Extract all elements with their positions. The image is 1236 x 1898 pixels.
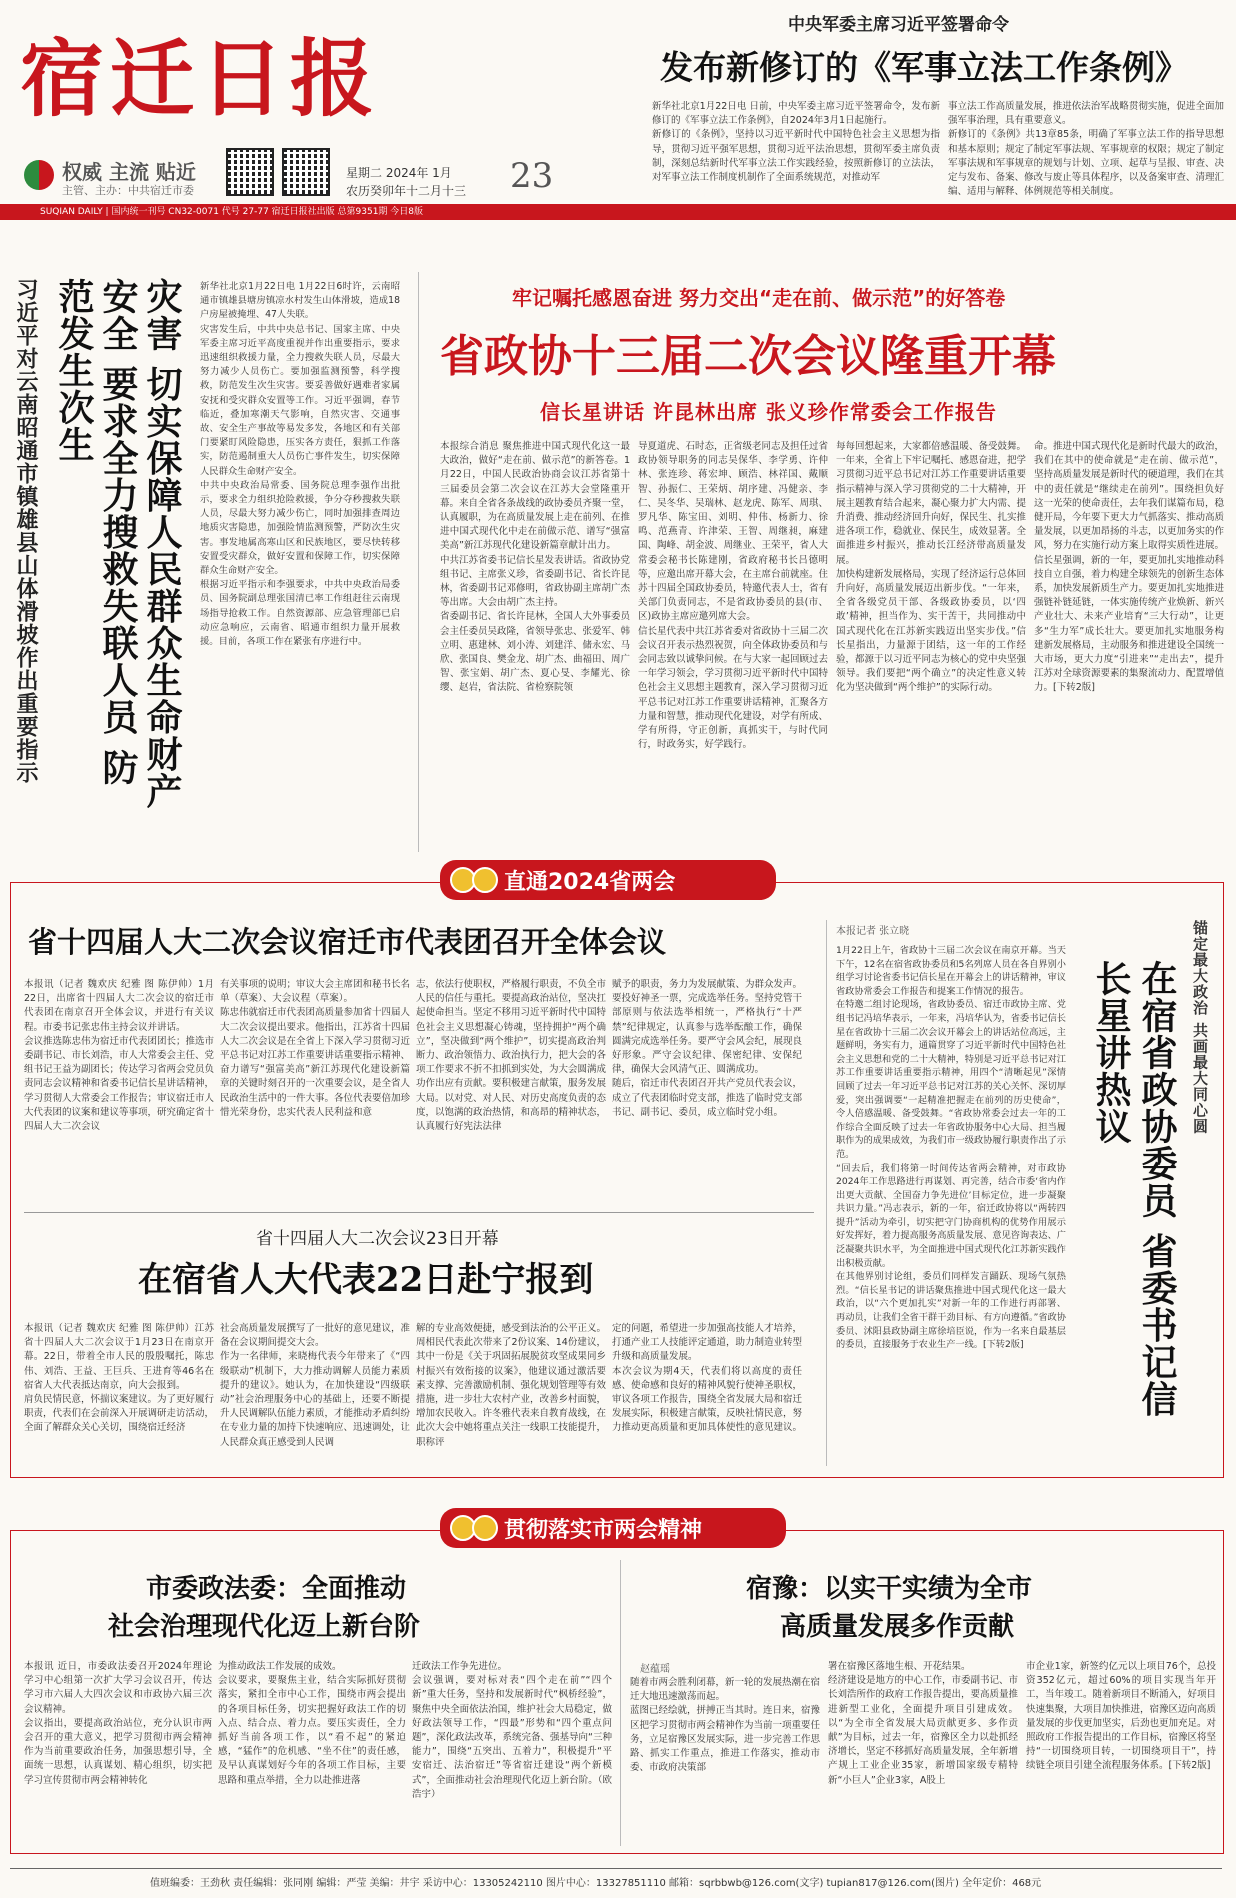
national-emblem-icon [472,867,498,893]
issue-day: 23 [510,156,554,196]
delegation-text-col3: 志，依法行使职权，严格履行职责，不负全市人民的信任与重托。要提高政治站位，坚决扛起使命担当。坚定不移用习近平新时代中国特色社会主义思想凝心铸魂，坚持拥护“两个确立”，坚决做到“两个维护”，切实提高政治判断力、政治领悟力、政治执行力，把大会的各项工作要求不折不扣抓到实处，为大会圆满成功作出应有贡献。要积极建言献策，服务发展大局。以对党、对人民、对历史高度负责的态度，以饱满的政治热情，和高昂的精神状态，认真履行好宪法法律 [416,979,606,1133]
top-story-kicker: 中央军委主席习近平签署命令 [788,15,1009,35]
cppcc-subhead: 信长星讲话 许昆林出席 张义珍作常委会工作报告 [540,400,997,424]
implement-banner [440,1508,786,1548]
cppcc-text-col1: 本报综合消息 聚焦推进中国式现代化这一最大政治，做好“走在前、做示范”的新答卷。1月22日，中国人民政治协商会议江苏省第十三届委员会第二次会议在江苏大会堂隆重开幕。来自全省各条战线的政协委员齐聚一堂，认真履职，为在高质量发展上走在前列、在推进中国式现代化中走在前做示范、谱写“强富美高”新江苏现代化建设新篇章献计出力。 中共江苏省委书记信长星发表讲话。省政协党组书记、主席张义珍，省委副书记、省长许昆林，省委副书记邓修明，省政协副主席胡广杰等出席。大会由胡广杰主持。 省委副书记、省长许昆林，全国人大外事委员会主任委员吴政隆，省领导张忠、张爱军、韩立明、惠建林、刘小涛、刘建洋、储永宏、马欣、张国良、樊金龙、胡广杰、曲福田、周广智、张宝娟、胡广杰、夏心旻、李耀光、徐缨、赵岩，省法院、省检察院领 [440,441,630,694]
law-committee-headline-line2: 社会治理现代化迈上新台阶 [108,1612,421,1642]
implement-banner-label: 贯彻落实市两会精神 [504,1517,703,1543]
top-story-text-col2: 事立法工作高质量发展，推进依法治军战略贯彻实施，促进全面加强军事治理，具有重要意义。 新修订的《条例》共13章85条，明确了军事立法工作的指导思想和基本原则；规定了制定军事法规、军事规章的权限；规定了制定军事法规和军事规章的规划与计划、立项、起草与呈报、审查、决定与发布、备案、修改与废止等具体程序，以及备案审查、清理汇编、适用与解释、体例规范等相关制度。 [948,101,1224,198]
law-committee-headline-line1: 市委政法委：全面推动 [146,1574,407,1604]
column-divider [826,920,827,1466]
left-story-body: 新华社北京1月22日电 1月22日6时许，云南昭通市镇雄县塘房镇凉水村发生山体滑坡，造成18户房屋被掩埋、47人失联。 灾害发生后，中共中央总书记、国家主席、中央军委主席习近平高度重视并作出重要指示，要求迅速组织救援力量，全力搜救失联人员，尽最大努力减少人员伤亡。要加强监测预警，科学搜救，防范发生次生灾害。要妥善做好遇难者家属安抚和受灾群众安置等工作。习近平强调，春节临近，叠加寒潮天气影响，自然灾害、交通事故、安全生产事故等易发多发，各地区和有关部门要紧盯风险隐患，压实各方责任，狠抓工作落实，防范遏制重大人员伤亡事件发生，切实保障人民群众生命财产安全。 中共中央政治局常委、国务院总理李强作出批示，要求全力组织抢险救援，争分夺秒搜救失联人员，尽最大努力减少伤亡，同时加强排查周边地质灾害隐患，加强险情监测预警，严防次生灾害。事发地属高寒山区和民族地区，要尽快转移安置受灾群众，做好安置和保障工作，切实保障群众生命财产安全。 根据习近平指示和李强要求，中共中央政治局委员、国务院副总理张国清已率工作组赶往云南现场指导抢救工作。自然资源部、应急管理部已启动应急响应，云南省、昭通市组织力量开展救援。目前，各项工作在紧张有序进行中。 [200,281,400,648]
masthead-sponsor: 主管、主办：中共宿迁市委 [62,184,194,197]
cppcc-kicker: 牢记嘱托感恩奋进 努力交出“走在前、做示范”的好答卷 [512,286,1006,310]
deputies-text-col2: 社会高质量发展撰写了一批好的意见建议，准备在会议期间提交大会。 作为一名律师，来晓梅代表今年带来了《“四级联动”机制下，大力推动调解人员能力素质提升的建议》。她认为，在加快建设“四级联动”社会治理服务中心的基础上，还要不断提升人民调解队伍能力素质，才能推动矛盾纠纷在专业力量的加持下快速响应、迅速调处，让人民群众真正感受到人民调 [220,1323,410,1448]
two-sessions-banner [440,860,776,900]
masthead-slogan: 权威 主流 贴近 [62,160,196,184]
delegation-text-col2: 有关事项的说明；审议大会主席团和秘书长名单（草案）、大会议程（草案）。 陈忠伟就宿迁市代表团高质量参加省十四届人大二次会议提出要求。他指出，江苏省十四届人大二次会议是在全省上下深入学习贯彻习近平总书记对江苏工作重要讲话重要指示精神、奋力谱写“强富美高”新江苏现代化建设新篇章的关键时刻召开的一次重要会议，是全省人民政治生活中的一件大事。各位代表要倍加珍惜光荣身份，忠实代表人民利益和意 [220,979,410,1118]
suyu-byline: 赵蕴瑶 [640,1664,670,1675]
top-story-text-col1: 新华社北京1月22日电 日前，中央军委主席习近平签署命令，发布新修订的《军事立法工作条例》，自2024年3月1日起施行。 新修订的《条例》，坚持以习近平新时代中国特色社会主义思想为指导，贯彻习近平强军思想，贯彻习近平法治思想，贯彻军委主席负责制，深刻总结新时代军事立法工作实践经验，按照新修订的立法法，对军事立法工作制度机制作了全面系统规范，对推动军 [652,101,940,184]
cppcc-text-col4: 命。推进中国式现代化是新时代最大的政治，我们在其中的使命就是“走在前、做示范”，坚持高质量发展是新时代的硬道理，我们在其中的责任就是“继续走在前列”。围绕担负好这一光荣的使命责任，去年我们谋篇布局，稳健开局，今年要下更大力气抓落实、推动高质量发展，以更加昂扬的斗志，以更加务实的作风，努力在实施行动方案上取得实质性进展。 信长星强调，新的一年，要更加扎实地推动科技自立自强，着力构建全球领先的创新生态体系，加快发展新质生产力。要更加扎实地推进强链补链延链，一体实施传统产业焕新、新兴产业壮大、未来产业培育“三大行动”，让更多“生力军”成长壮大。要更加扎实地服务构建新发展格局，主动服务和推进建设全国统一大市场，更大力度“引进来”“走出去”，提升江苏对全球资源要素的集聚流动力、配置增值力。[下转2版] [1034,441,1224,694]
delegation-text-col4: 赋予的职责，务力为发展献策、为群众发声。要投好神圣一票，完成选举任务。坚持党管干部原则与依法选举相统一，严格执行“十严禁”纪律规定，认真参与选举酝酿工作，确保圆满完成选举任务。要严守会风会纪，展现良好形象。严守会议纪律、保密纪律、安保纪律，确保大会风清气正、圆满成功。 随后，宿迁市代表团召开共产党员代表会议，成立了代表团临时党支部，推选了临时党支部书记、副书记、委员，成立临时党小组。 [612,979,802,1118]
qr-code-icon [282,148,330,196]
column-divider [418,272,419,852]
suyu-text-col1: 随着市两会胜利闭幕，新一轮的发展热潮在宿迁大地迅速激荡而起。 蓝图已经绘就，拼搏正当其时。连日来，宿豫区把学习贯彻市两会精神作为当前一项重要任务，立足宿豫区发展实际，进一步完善工作思路、抓实工作重点，推进工作落实，推动市委、市政府决策部 [630,1677,820,1774]
column-divider [620,1560,621,1846]
lunar-date: 农历癸卯年十二月十三 [346,184,467,198]
qr-code-icon [226,148,274,196]
two-sessions-banner-label: 直通2024省两会 [504,869,676,895]
masthead-infobar: SUQIAN DAILY | 国内统一刊号 CN32-0071 代号 27-77 宿迁日报社出版 总第9351期 今日8版 [0,204,1236,220]
footer-credits: 值班编委：王劲秋 责任编辑：张同刚 编辑：严莹 美编：井宇 采访中心：13305242110 图片中心：13327851110 邮箱：sqrbbwb@126.com(文字) tupian817@126.com(图片) 全年定价：468元 [150,1878,1042,1889]
national-emblem-icon [472,1515,498,1541]
suyu-text-col2: 署在宿豫区落地生根、开花结果。 经济建设是地方的中心工作，市委副书记、市长刘浩所作的政府工作报告提出，要高质量推进新型工业化，全面提升项目引建成效。以“为全市全省发展大局贡献更多、多作贡献”为目标，过去一年，宿豫区全力以赴抓经济增长，坚定不移抓好高质量发展，全年新增产规上工业企业35家，新增国家级专精特新“小巨人”企业3家，A股上 [828,1661,1018,1786]
logo-mark-icon [24,160,54,190]
left-vertical-kicker: 习近平对云南昭通市镇雄县山体滑坡作出重要指示 [13,278,38,784]
top-story-headline: 发布新修订的《军事立法工作条例》 [660,48,1188,87]
law-committee-text-col2: 为推动政法工作发展的成效。 会议要求，要聚焦主业，结合实际抓好贯彻落实，紧扣全市中心工作，围绕市两会提出的各项目标任务，切实把握好政法工作的切入点、结合点、着力点。要压实责任，全力抓好当前各项工作，以“看不起”的紧迫感，“猛作”的危机感、“坐不住”的责任感，及早认真谋划好今年的各项工作目标，主要思路和重点举措，全力以赴推进落 [218,1661,406,1786]
side-story-kicker: 锚定最大政治 共画最大同心圆 [1191,920,1209,1135]
deputies-kicker: 省十四届人大二次会议23日开幕 [256,1229,499,1249]
deputies-text-col4: 定的问题，希望进一步加强高技能人才培养，打通产业工人技能评定通道，助力制造业转型升级和高质量发展。 本次会议为期4天，代表们将以高度的责任感、使命感和良好的精神风貌行使神圣职权，审议各项工作报告，围绕全省发展大局和宿迁发展实际，积极建言献策，反映社情民意，努力推动更高质量和更加具体使性的意见建议。 [612,1323,802,1434]
law-committee-text-col3: 迁政法工作争先进位。 会议强调，要对标对表“四个走在前”“四个新”重大任务，坚持和发展新时代“枫桥经验”，聚焦中央全面依法治国，维护社会大局稳定，做好政法领导工作，“四最”形势和“四个重点问题”，深化政法改革，系统完备、强基导向“三种能力”，围绕“五突出、五着力”，积极提升“平安宿迁、法治宿迁”等省宿迁建设“两个新模式”，全面推动社会治理现代化迈上新台阶。（欧浩宇） [412,1661,612,1800]
side-story-headline: 在宿省政协委员 省委书记信长星讲热议 [1090,960,1178,1418]
issue-date: 星期二 2024年 1月 [346,166,452,180]
newspaper-logo: 宿迁日报 [20,29,381,128]
delegation-text-col1: 本报讯（记者 魏欢庆 纪雅 图 陈伊帅）1月22日，出席省十四届人大二次会议的宿迁市代表团在南京召开全体会议，并进行有关议程。市委书记张忠伟主持会议并讲话。 会议推选陈忠伟为宿迁市代表团团长；推选市委副书记、市长刘浩，市人大常委会主任、党组书记王益为副团长；传达学习省两会党员负责同志会议精神和省委书记信长星讲话精神，学习贯彻人大常委会工作报告；审议宿迁市人大代表团的议案和建议等事项，研究确定省十四届人大二次会议 [24,979,214,1133]
suyu-headline-line2: 高质量发展多作贡献 [780,1612,1015,1642]
cppcc-headline: 省政协十三届二次会议隆重开幕 [440,331,1056,382]
deputies-text-col1: 本报讯（记者 魏欢庆 纪雅 图 陈伊帅）江苏省十四届人大二次会议于1月23日在南京开幕。22日，带着全市人民的殷殷嘱托，陈忠伟、刘浩、王益、王巨兵、王进育等46名在宿省人大代表抵达南京，向大会报到。 肩负民情民意，怀揣议案建议。为了更好履行职责，代表们在会前深入开展调研走访活动，全面了解群众关心关切，围绕宿迁经济 [24,1323,214,1434]
suyu-headline-line1: 宿豫：以实干实绩为全市 [746,1574,1033,1604]
suyu-text-col3: 市企业1家，新签约亿元以上项目76个，总投资352亿元，超过60%的项目实现当年开工，当年竣工。随着新项目不断涌入，好项目快速集聚，大项目加快推进，宿豫区迈向高质量发展的步伐更加坚实，后劲也更加充足。对照政府工作报告提出的工作目标，宿豫区将坚持“一切围绕项目转，一切围绕项目干”，持续链全项目引建全流程服务体系。[下转2版] [1026,1661,1216,1772]
deputies-text-col3: 解的专业高效便捷，感受到法治的公平正义。周相民代表此次带来了2份议案、14份建议，其中一份是《关于巩固拓展脱贫攻坚成果同乡村振兴有效衔接的议案》，他建议通过激活要素支撑、完善激励机制、强化规划管理等有效措施，进一步壮大农村产业，改善乡村面貌，增加农民收入。许冬雅代表来自教育战线，在此次大会中她将重点关注一线职工技能提升，职称评 [416,1323,606,1448]
footer-rule [10,1868,1222,1869]
cppcc-text-col2: 导夏道虎、石时态，正省级老同志及担任过省政协领导职务的同志吴保华、李学勇、许仲林、张连珍、蒋宏坤、顾浩、林祥国、戴顺智、孙振仁、王荣炳、胡序建、冯健亲、李仁、吴冬华、吴瑞林、赵龙虎、陈军、周琪、罗凡华、陈宝田、刘明、仲伟、杨新力、徐鸣、范燕青、许津荣、王智、周继昶，麻建国、陶峰、胡金波、周继业、王荣平，省人大常委会秘书长陈建刚，省政府秘书长吕德明等，应邀出席开幕大会，在主席台前就座。住苏十四届全国政协委员，特邀代表人士，省有关部门负责同志，不是省政协委员的县(市、区)政协主席应邀列席大会。 信长星代表中共江苏省委对省政协十三届二次会议召开表示热烈祝贺，向全体政协委员和与会同志致以诚挚问候。在与大家一起回顾过去一年学习领会，学习贯彻习近平新时代中国特色社会主义思想主题教育，深入学习贯彻习近平总书记对江苏工作重要讲话精神，汇聚各方力量和智慧，推动现代化建设，对学有所成、学有所得，守正创新，真抓实干，与时代同行，时政务实，好学践行。 [638,441,828,751]
side-story-body: 1月22日上午，省政协十三届二次会议在南京开幕。当天下午，12名在宿省政协委员和5名列席人员在各自界别小组学习讨论省委书记信长星在开幕会上的讲话精神，审议省政协常委会工作报告和提案工作情况的报告。 在特邀二组讨论现场，省政协委员、宿迁市政协主席、党组书记冯培华表示，一年来，冯培华认为，省委书记信长星在省政协十三届二次会议开幕会上的讲话站位高远，主题鲜明，务实有力，通篇贯穿了习近平新时代中国特色社会主义思想和党的二十大精神，特别是习近平总书记对江苏工作重要讲话重要指示精神，用四个“清晰起见”深情回顾了过去一年习近平总书记对江苏的关心关怀、深切厚爱，突出强调要“一起精准把握走在前列的历史使命”，令人倍感温暖、备受鼓舞。“省政协常委会过去一年的工作综合全面反映了过去一年省政协服务中心大局、担当履职作为的成果成效，为我们市一级政协履行职责作出了示范。 “回去后，我们将第一时间传达省两会精神，对市政协2024年工作思路进行再谋划、再完善，结合市委‘省内作出更大贡献、全国奋力争先进位’目标定位，进一步凝聚共识力量。”冯志表示，新的一年，宿迁政协将以“两转四提升”活动为牵引，切实把守门协商机构的优势作用展示好发挥好，着力提高服务高质量发展、意见咨询表达、广泛凝聚共识水平，为全面推进中国式现代化江苏新实践作出积极贡献。 在其他界别讨论组，委员们同样发言踊跃、现场气氛热烈。“信长星书记的讲话聚焦推进中国式现代化这一最大政治，以“六个更加扎实”对新一年的工作进行再部署、再动员，让我们全省干群干劲目标、有方向遵循。”省政协委员、沭阳县政协副主席徐培臣说，作为一名来自最基层的委员，直接服务于农业生产一线。[下转2版] [836,945,1066,1351]
delegation-headline: 省十四届人大二次会议宿迁市代表团召开全体会议 [28,925,667,959]
law-committee-text-col1: 本报讯 近日，市委政法委召开2024年理论学习中心组第一次扩大学习会议召开，传达学习市六届人大四次会议和市政协六届三次会议精神。 会议指出，要提高政治站位，充分认识市两会召开的重大意义，把学习贯彻市两会精神作为当前重要政治任务，加强思想引导，全面统一思想，认真谋划、精心组织，切实把学习宣传贯彻市两会精神转化 [24,1661,212,1786]
deputies-headline: 在宿省人大代表22日赴宁报到 [138,1260,594,1300]
side-byline: 本报记者 张立晓 [836,926,910,937]
section-divider [24,1212,814,1213]
cppcc-text-col3: 每每回想起来，大家都倍感温暖、备受鼓舞。一年来，全省上下牢记嘱托、感恩奋进，把学习贯彻习近平总书记对江苏工作重要讲话重要指示精神与深入学习贯彻党的二十大精神，开展主题教育结合起来，凝心聚力扩大内需、提升消费、推动经济回升向好，保民生、扎实推进各项工作，稳就业、保民生，成效显著。全面推进乡村振兴，推动长江经济带高质量发展。 加快构建新发展格局，实现了经济运行总体回升向好，高质量发展迈出新步伐。“一年来，全省各级党员干部、各级政协委员，以‘四敢’精神，担当作为、实干苦干，共同推动中国式现代化在江苏新实践迈出坚实步伐。”信长星指出，力量源于团结，这一年的工作经验，都源于以习近平同志为核心的党中央坚强领导。我们要把“两个确立”的决定性意义转化为坚决做到“两个维护”的实际行动。 [836,441,1026,694]
left-vertical-headline: 灾害 切实保障人民群众生命财产安全 要求全力搜救失联人员 防范发生次生 [53,278,183,810]
